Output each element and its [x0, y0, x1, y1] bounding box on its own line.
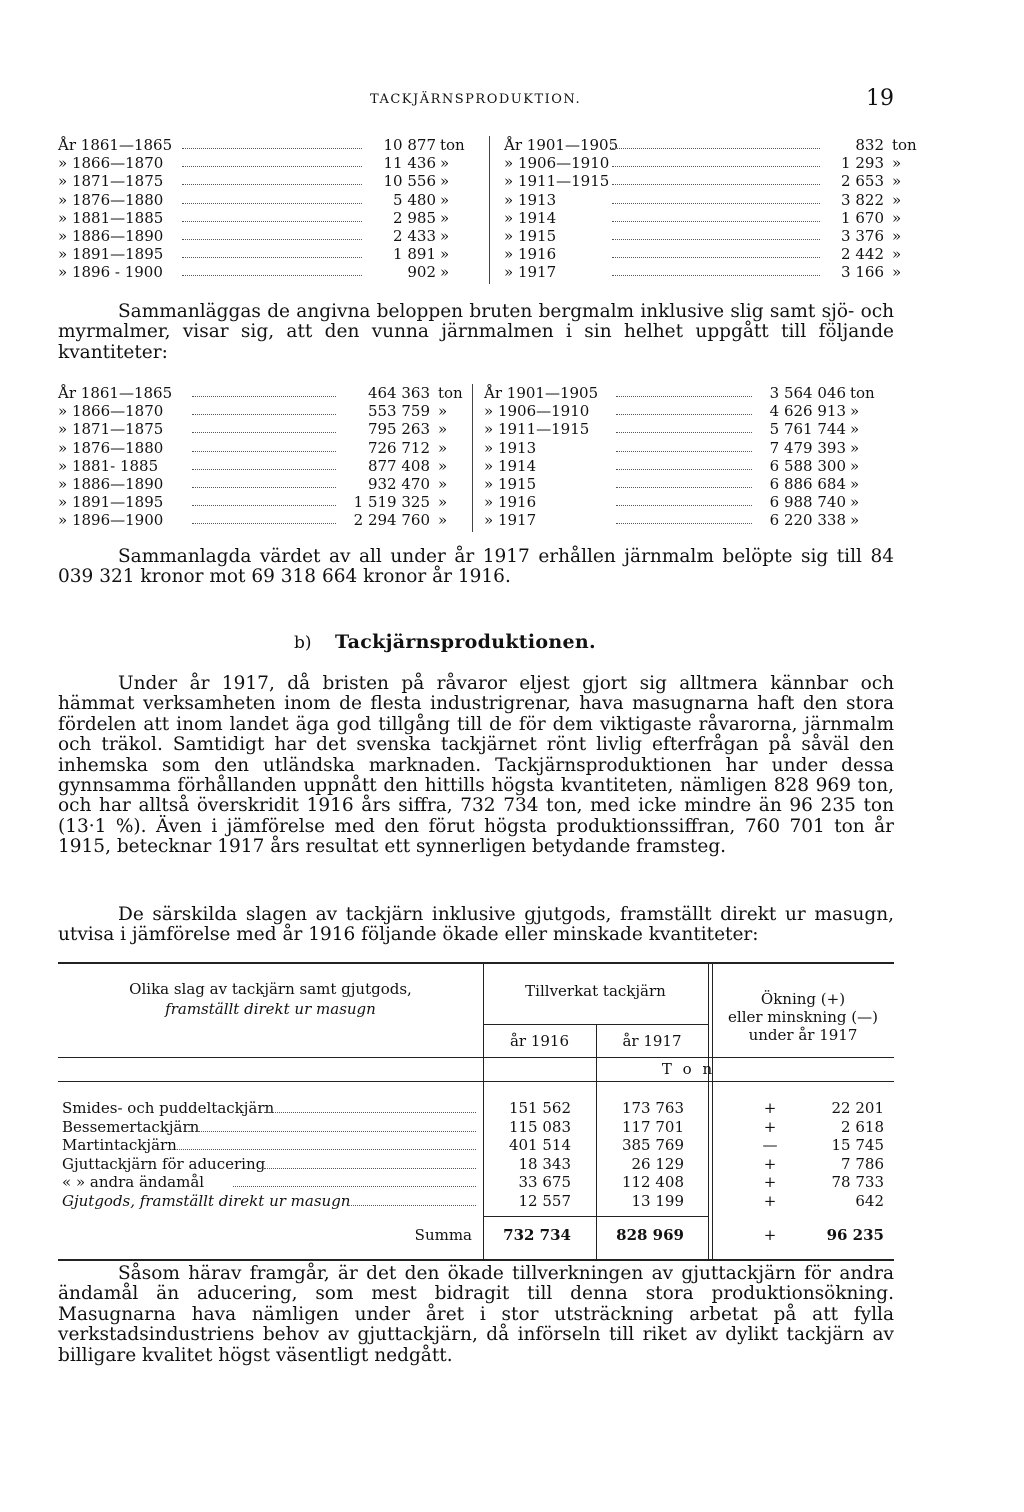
change-value: 2 618	[841, 1117, 884, 1136]
period-label: » 1896 - 1900	[58, 263, 163, 282]
list-item	[484, 420, 894, 438]
quantity-value: 2 442	[841, 245, 884, 264]
value-1917: 173 763	[621, 1099, 684, 1117]
quantity-value: 726 712	[367, 438, 430, 457]
quantity-value: 1 293	[841, 154, 884, 173]
list-item	[58, 493, 472, 511]
row-label: Bessemertackjärn	[62, 1117, 200, 1136]
leader-dots	[192, 523, 336, 524]
paragraph-text: Sammanlagda värdet av all under år 1917 erhållen järnmalm belöpte sig till 84 039 321 kronor mot 69 318 664 kronor år 1916.	[58, 546, 894, 588]
period-label: » 1886—1890	[58, 227, 164, 245]
unit-label: »	[892, 263, 902, 282]
iron-ore-list	[58, 384, 894, 534]
leader-dots	[612, 221, 820, 222]
quantity-value: 932 470	[367, 475, 430, 493]
change-value: 15 745	[831, 1136, 884, 1154]
quantity-value: 3 822	[841, 190, 884, 209]
period-label: » 1906—1910	[484, 402, 590, 421]
leader-dots	[182, 166, 362, 167]
list-item	[484, 439, 894, 457]
quantity-value: 3 166	[841, 263, 884, 282]
list-item	[484, 384, 894, 402]
list-item	[58, 475, 472, 493]
section-heading	[0, 631, 1024, 655]
unit-label: »	[440, 154, 450, 173]
period-label: » 1886—1890	[58, 475, 164, 493]
quantity-value: 553 759	[367, 402, 430, 421]
list-item	[58, 384, 472, 402]
unit-label: »	[440, 190, 450, 209]
table-rule	[58, 1259, 894, 1261]
unit-label: »	[892, 172, 902, 191]
list-item	[504, 227, 904, 245]
leader-dots	[616, 523, 752, 524]
period-label: » 1913	[484, 438, 537, 457]
unit-label: ton	[892, 136, 917, 154]
leader-dots	[616, 432, 752, 433]
section-letter: b)	[294, 633, 312, 653]
period-label: » 1896—1900	[58, 511, 164, 530]
header-produced: Tillverkat tackjärn	[525, 982, 666, 1000]
leader-dots	[192, 451, 336, 452]
unit-label: »	[850, 456, 860, 475]
leader-dots	[616, 396, 752, 397]
unit-label: ton	[850, 384, 875, 402]
quantity-value: 6 588 300	[769, 456, 846, 475]
row-label: Smides- och puddeltackjärn	[62, 1099, 275, 1117]
list-item	[58, 263, 488, 281]
quantity-value: 2 653	[841, 172, 884, 191]
quantity-value: 11 436	[383, 154, 436, 173]
period-label: » 1916	[504, 245, 557, 264]
list-item	[58, 457, 472, 475]
unit-label: »	[850, 493, 860, 512]
table-rule	[708, 962, 709, 1260]
unit-label: »	[892, 227, 902, 245]
list-item	[58, 136, 488, 154]
unit-label: »	[440, 208, 450, 227]
leader-dots	[182, 239, 362, 240]
quantity-value: 3 564 046	[769, 384, 846, 402]
list-item	[484, 402, 894, 420]
paragraph-conclusion	[58, 1264, 894, 1366]
list-item	[484, 493, 894, 511]
change-sign: +	[763, 1191, 777, 1210]
leader-dots	[612, 257, 820, 258]
paragraph-table-intro	[58, 905, 894, 946]
header-change-line2: eller minskning (—)	[728, 1008, 878, 1026]
period-label: » 1871—1875	[58, 420, 164, 439]
sum-label: Summa	[414, 1226, 472, 1244]
list-item	[58, 172, 488, 190]
quantity-value: 902	[407, 263, 436, 282]
period-label: » 1917	[484, 511, 537, 530]
header-description-line2: framställt direkt ur masugn	[165, 1000, 376, 1018]
column-separator	[472, 384, 473, 532]
period-label: » 1876—1880	[58, 438, 164, 457]
list-item	[58, 154, 488, 172]
period-label: » 1906—1910	[504, 154, 610, 173]
change-sign: +	[763, 1173, 777, 1191]
row-label: Gjuttackjärn för aducering	[62, 1154, 266, 1173]
quantity-value: 2 294 760	[353, 511, 430, 530]
table-rule	[483, 1024, 708, 1025]
leader-dots	[192, 432, 336, 433]
value-1917: 112 408	[621, 1173, 684, 1191]
change-value: 7 786	[841, 1154, 884, 1173]
paragraph-text: Sammanläggas de angivna beloppen bruten bergmalm inklusive slig samt sjö- och myrmalmer, visar sig, att den vunna järnmalmen i sin helhet uppgått till följande kvantiteter:	[58, 301, 894, 363]
period-label: » 1881- 1885	[58, 456, 159, 475]
period-label: » 1911—1915	[504, 172, 610, 191]
period-label: » 1914	[484, 456, 537, 475]
unit-label: ton	[438, 384, 463, 402]
list-item	[58, 227, 488, 245]
unit-label: »	[438, 511, 448, 530]
quantity-value: 7 479 393	[769, 438, 846, 457]
unit-label: »	[438, 456, 448, 475]
value-1917: 117 701	[621, 1117, 684, 1136]
quantity-value: 877 408	[367, 456, 430, 475]
leader-dots	[616, 451, 752, 452]
period-label: År 1901—1905	[484, 384, 599, 402]
paragraph-text: Såsom härav framgår, är det den ökade tillverkningen av gjuttackjärn för andra ändamål än aducering, som mest bidragit till denna stora produktionsökning. Masugnarna hava nämligen under året i stor utsträckning arbetat på att fylla verkstadsindustriens behov av gjuttackjärn, då införseln till riket av dylikt tackjärn av billigare kvalitet högst väsentligt nedgått.	[58, 1263, 894, 1366]
period-label: » 1916	[484, 493, 537, 512]
leader-dots	[612, 203, 820, 204]
header-change-line3: under år 1917	[748, 1026, 858, 1044]
unit-label: »	[850, 511, 860, 530]
value-1916: 732 734	[503, 1226, 571, 1244]
change-sign: +	[763, 1117, 777, 1136]
unit-label: »	[438, 402, 448, 421]
leader-dots	[347, 1205, 476, 1206]
unit-label: »	[440, 227, 450, 245]
unit-label: »	[438, 475, 448, 493]
page-number: 19	[866, 86, 894, 111]
unit-label: »	[438, 420, 448, 439]
quantity-value: 1 891	[393, 245, 436, 264]
quantity-value: 6 988 740	[769, 493, 846, 512]
leader-dots	[264, 1112, 476, 1113]
header-description-line1: Olika slag av tackjärn samt gjutgods,	[129, 980, 412, 998]
leader-dots	[188, 1131, 476, 1132]
list-item	[58, 245, 488, 263]
period-label: År 1901—1905	[504, 136, 619, 154]
period-label: » 1891—1895	[58, 245, 164, 264]
period-label: » 1871—1875	[58, 172, 164, 191]
leader-dots	[182, 203, 362, 204]
value-1916: 151 562	[508, 1099, 571, 1117]
column-separator	[489, 136, 490, 284]
header-unit: T o n	[661, 1060, 716, 1078]
leader-dots	[192, 414, 336, 415]
change-sign: +	[763, 1226, 777, 1244]
list-item	[58, 420, 472, 438]
leader-dots	[612, 184, 820, 185]
change-value: 22 201	[831, 1099, 884, 1117]
unit-label: »	[850, 475, 860, 493]
list-item	[58, 402, 472, 420]
list-item	[58, 439, 472, 457]
value-1917: 385 769	[621, 1136, 684, 1154]
leader-dots	[264, 1168, 476, 1169]
value-1916: 33 675	[518, 1173, 571, 1191]
quantity-value: 4 626 913	[769, 402, 846, 421]
leader-dots	[182, 148, 362, 149]
value-1916: 115 083	[508, 1117, 571, 1136]
table-rule	[58, 1057, 894, 1058]
header-change-line1: Ökning (+)	[760, 990, 846, 1008]
leader-dots	[192, 487, 336, 488]
unit-label: »	[438, 493, 448, 512]
quantity-value: 1 670	[841, 208, 884, 227]
period-label: » 1876—1880	[58, 190, 164, 209]
pig-iron-table	[58, 962, 894, 1260]
unit-label: »	[892, 190, 902, 209]
leader-dots	[612, 148, 820, 149]
quantity-value: 2 433	[393, 227, 436, 245]
paragraph-ore-value	[58, 547, 894, 588]
paragraph-text: Under år 1917, då bristen på råvaror eljest gjort sig alltmera kännbar och hämmat verksamheten inom de flesta industrigrenar, hava masugnarna haft den stora fördelen att inom landet äga god tillgång till de för dem viktigaste råvarorna, järnmalm och träkol. Samtidigt har det svenska tackjärnet rönt livlig efterfrågan på såväl den inhemska som den utländska marknaden. Tackjärnsproduktionen har under dessa gynnsamma förhållanden uppnått den hittills högsta kvantiteten, nämligen 828 969 ton, och har alltså överskridit 1916 års siffra, 732 734 ton, med icke mindre än 96 235 ton (13·1 %). Även i jämförelse med den förut högsta produktionssiffran, 760 701 ton år 1915, betecknar 1917 års resultat ett synnerligen betydande framsteg.	[58, 673, 894, 858]
leader-dots	[182, 184, 362, 185]
period-label: » 1915	[484, 475, 537, 493]
list-item	[504, 245, 904, 263]
quantity-value: 464 363	[367, 384, 430, 402]
quantity-value: 5 480	[393, 190, 436, 209]
change-value: 642	[855, 1191, 884, 1210]
paragraph-text: De särskilda slagen av tackjärn inklusive gjutgods, framställt direkt ur masugn, utvisa i jämförelse med år 1916 följande ökade eller minskade kvantiteter:	[58, 904, 894, 946]
value-1916: 12 557	[518, 1191, 571, 1210]
list-item	[504, 172, 904, 190]
leader-dots	[616, 487, 752, 488]
leader-dots	[182, 275, 362, 276]
leader-dots	[192, 396, 336, 397]
period-label: » 1891—1895	[58, 493, 164, 512]
period-label: » 1866—1870	[58, 402, 164, 421]
quantity-value: 1 519 325	[353, 493, 430, 512]
period-label: » 1913	[504, 190, 557, 209]
unit-label: »	[850, 438, 860, 457]
value-1916: 18 343	[518, 1154, 571, 1173]
table-rule	[58, 1081, 894, 1082]
value-1917: 26 129	[631, 1154, 684, 1173]
quantity-value: 10 877	[383, 136, 436, 154]
change-sign: +	[763, 1099, 777, 1117]
list-item	[504, 263, 904, 281]
value-1916: 401 514	[508, 1136, 571, 1154]
leader-dots	[612, 166, 820, 167]
list-item	[504, 209, 904, 227]
quantity-value: 5 761 744	[769, 420, 846, 439]
unit-label: »	[892, 208, 902, 227]
table-rule	[58, 962, 894, 964]
quantity-value: 2 985	[393, 208, 436, 227]
leader-dots	[182, 221, 362, 222]
leader-dots	[612, 275, 820, 276]
unit-label: »	[892, 245, 902, 264]
running-head	[0, 86, 1024, 112]
period-label: » 1881—1885	[58, 208, 164, 227]
leader-dots	[182, 257, 362, 258]
value-1917: 828 969	[616, 1226, 684, 1244]
pig-iron-list	[58, 136, 917, 286]
list-item	[484, 475, 894, 493]
change-value: 96 235	[826, 1226, 884, 1244]
quantity-value: 3 376	[841, 227, 884, 245]
leader-dots	[233, 1186, 476, 1187]
unit-label: ton	[440, 136, 465, 154]
paragraph-ore-total	[58, 302, 894, 363]
list-item	[504, 154, 904, 172]
list-item	[504, 191, 904, 209]
change-sign: —	[762, 1136, 778, 1154]
list-item	[504, 136, 917, 154]
period-label: » 1917	[504, 263, 557, 282]
unit-label: »	[850, 420, 860, 439]
quantity-value: 10 556	[383, 172, 436, 191]
leader-dots	[612, 239, 820, 240]
unit-label: »	[440, 263, 450, 282]
unit-label: »	[438, 438, 448, 457]
period-label: » 1914	[504, 208, 557, 227]
unit-label: »	[892, 154, 902, 173]
header-year-1916: år 1916	[509, 1032, 570, 1050]
leader-dots	[616, 469, 752, 470]
value-1917: 13 199	[631, 1191, 684, 1210]
list-item	[484, 511, 894, 529]
change-value: 78 733	[831, 1173, 884, 1191]
table-rule	[483, 1216, 708, 1217]
unit-label: »	[850, 402, 860, 421]
list-item	[58, 511, 472, 529]
leader-dots	[172, 1149, 476, 1150]
quantity-value: 6 886 684	[769, 475, 846, 493]
change-sign: +	[763, 1154, 777, 1173]
quantity-value: 795 263	[367, 420, 430, 439]
unit-label: »	[440, 172, 450, 191]
leader-dots	[192, 469, 336, 470]
paragraph-production	[58, 674, 894, 858]
running-title: TACKJÄRNSPRODUKTION.	[370, 92, 582, 107]
row-label: Martintackjärn	[62, 1136, 177, 1154]
quantity-value: 832	[855, 136, 884, 154]
period-label: År 1861—1865	[58, 136, 173, 154]
row-label: Gjutgods, framställt direkt ur masugn	[62, 1191, 351, 1210]
row-label: « » andra ändamål	[62, 1173, 205, 1191]
leader-dots	[192, 505, 336, 506]
period-label: » 1915	[504, 227, 557, 245]
leader-dots	[616, 414, 752, 415]
leader-dots	[616, 505, 752, 506]
period-label: » 1911—1915	[484, 420, 590, 439]
unit-label: »	[440, 245, 450, 264]
section-title: Tackjärnsproduktionen.	[335, 631, 596, 653]
list-item	[58, 191, 488, 209]
list-item	[484, 457, 894, 475]
header-year-1917: år 1917	[622, 1032, 682, 1050]
list-item	[58, 209, 488, 227]
period-label: År 1861—1865	[58, 384, 173, 402]
period-label: » 1866—1870	[58, 154, 164, 173]
quantity-value: 6 220 338	[769, 511, 846, 530]
